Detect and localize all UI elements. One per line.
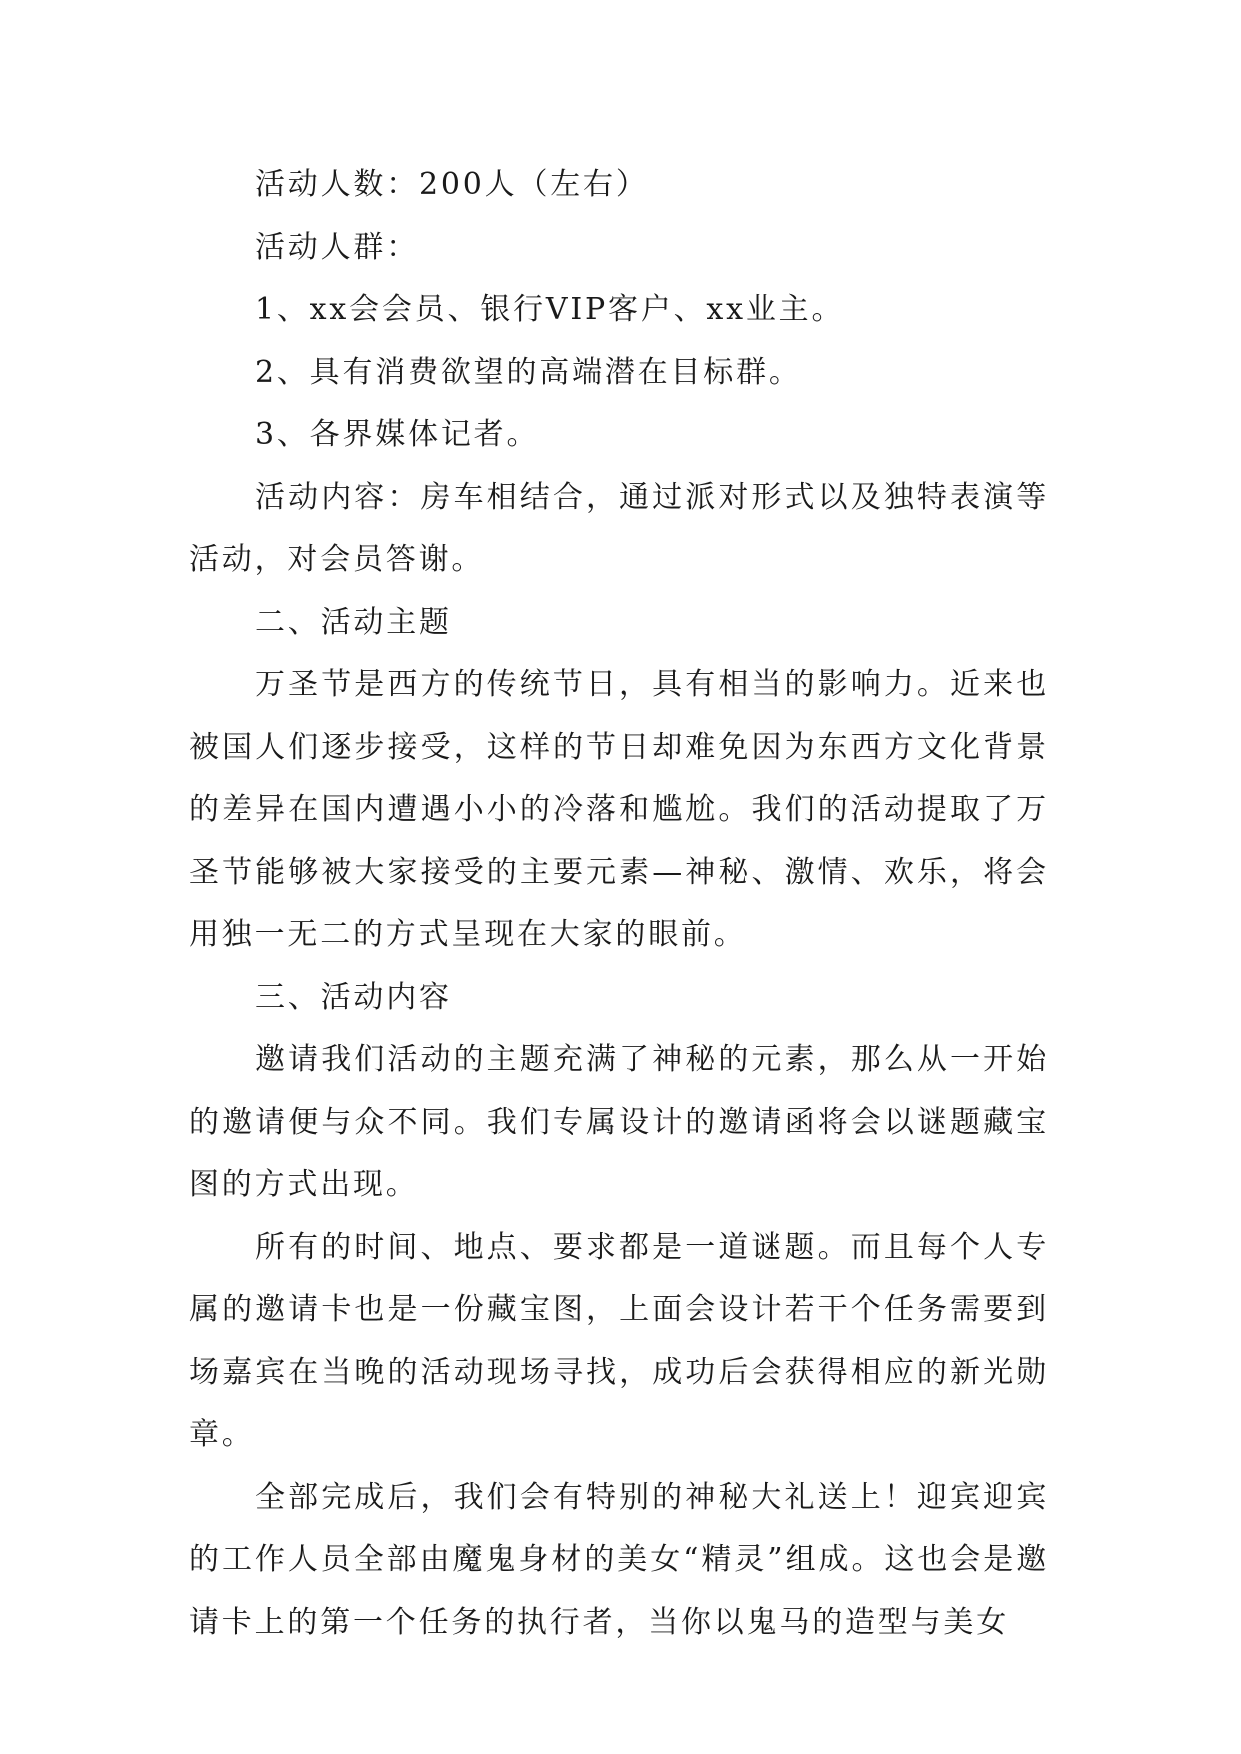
document-body	[189, 154, 1049, 1654]
paragraph-puzzle: 所有的时间、地点、要求都是一道谜题。而且每个人专属的邀请卡也是一份藏宝图，上面会设计若干个任务需要到场嘉宾在当晚的活动现场寻找，成功后会获得相应的新光勋章。	[189, 1229, 1049, 1452]
paragraph-reward: 全部完成后，我们会有特别的神秘大礼送上！迎宾迎宾的工作人员全部由魔鬼身材的美女“精灵”组成。这也会是邀请卡上的第一个任务的执行者，当你以鬼马的造型与美女	[189, 1479, 1049, 1640]
paragraph-theme: 万圣节是西方的传统节日，具有相当的影响力。近来也被国人们逐步接受，这样的节日却难免因为东西方文化背景的差异在国内遭遇小小的冷落和尴尬。我们的活动提取了万圣节能够被大家接受的主要元素—神秘、激情、欢乐，将会用独一无二的方式呈现在大家的眼前。	[189, 667, 1049, 952]
section-heading-theme: 二、活动主题	[255, 604, 452, 640]
list-item-members: 1、xx会会员、银行VIP客户、xx业主。	[255, 292, 845, 327]
section-heading-content: 三、活动内容	[255, 979, 452, 1015]
paragraph-attendee-count: 活动人数：200人（左右）	[255, 167, 649, 202]
paragraph-activity-content: 活动内容：房车相结合，通过派对形式以及独特表演等活动，对会员答谢。	[189, 479, 1049, 577]
list-item-target-group: 2、具有消费欲望的高端潜在目标群。	[255, 354, 802, 390]
paragraph-target-audience: 活动人群：	[255, 229, 419, 265]
paragraph-invitation: 邀请我们活动的主题充满了神秘的元素，那么从一开始的邀请便与众不同。我们专属设计的邀请函将会以谜题藏宝图的方式出现。	[189, 1042, 1049, 1202]
list-item-media: 3、各界媒体记者。	[255, 417, 540, 452]
